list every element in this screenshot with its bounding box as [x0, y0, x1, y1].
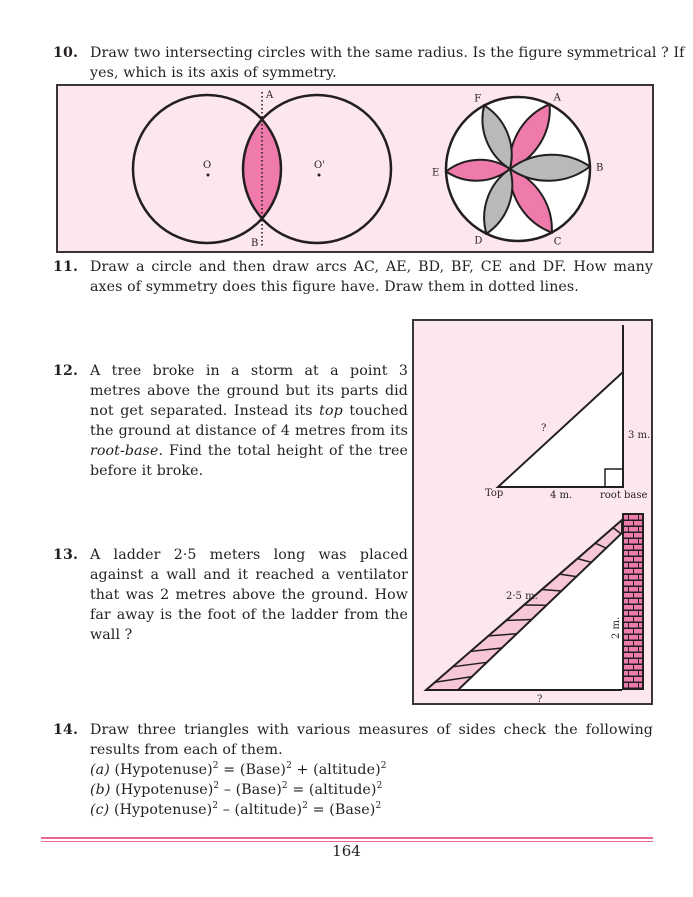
brick	[639, 611, 642, 616]
brick	[624, 557, 633, 562]
brick	[624, 617, 633, 622]
brick	[624, 653, 633, 658]
brick	[629, 551, 638, 556]
brick	[629, 635, 638, 640]
brick	[629, 671, 638, 676]
brick	[639, 539, 642, 544]
question-text: A tree broke in a storm at a point 3 metres above the ground but its parts did not get separated. Instead its top touched the ground at distance of 4 metres from its root-base. Find the total height of the tree before it broke.	[90, 363, 408, 479]
label-point-c: C	[553, 236, 562, 248]
brick	[624, 533, 633, 538]
label-hypotenuse: ?	[541, 423, 547, 434]
formula-item: (a) (Hypotenuse)$^2$ = (Base)$^2$ + (altitude)$^2$	[90, 761, 387, 778]
brick	[624, 569, 633, 574]
label-point-a: A	[553, 92, 561, 104]
brick	[629, 527, 638, 532]
brick	[629, 623, 638, 628]
question-text: A ladder 2·5 meters long was placed against a wall and it reached a ventilator that was 2 metres above the ground. How far away is the foot of the ladder from the wall ?	[90, 547, 408, 643]
brick	[634, 641, 642, 646]
brick	[624, 671, 628, 676]
label-base: 4 m.	[550, 490, 573, 501]
brick	[639, 623, 642, 628]
brick	[624, 665, 633, 670]
formula-item: (b) (Hypotenuse)$^2$ – (Base)$^2$ = (altitude)$^2$	[90, 781, 383, 798]
question-text: Draw three triangles with various measures of sides check the following results from each of them. (a) (Hypotenuse)$^2$ = (Base)$^2$ + (altitude)$^2$ (b) (Hypotenuse)$^2$ – (Base)$^2$ = (altitude)$^2$ (c) (Hypotenuse)$^2$ – (altitude)$^2$ = (Base)$^2$	[90, 722, 653, 818]
brick	[624, 683, 628, 688]
brick	[639, 563, 642, 568]
brick	[624, 623, 628, 628]
figure-symmetry	[56, 84, 654, 253]
brick	[639, 515, 642, 520]
label-a: A	[266, 90, 274, 101]
question-number: 12.	[53, 363, 78, 379]
brick	[639, 659, 642, 664]
flower-figure	[432, 92, 603, 247]
label-o-prime: O'	[314, 160, 325, 171]
brick	[624, 527, 628, 532]
brick	[634, 677, 642, 682]
formula-label: (b)	[90, 782, 116, 798]
brick	[629, 659, 638, 664]
label-b: B	[251, 238, 259, 249]
brick	[634, 665, 642, 670]
brick	[624, 659, 628, 664]
brick	[629, 539, 638, 544]
brick	[634, 521, 642, 526]
brick	[639, 683, 642, 688]
label-root-base: root base	[600, 490, 648, 501]
brick	[634, 557, 642, 562]
label-point-f: F	[474, 93, 482, 105]
formula-label: (a)	[90, 762, 115, 778]
question-number: 10.	[53, 45, 78, 61]
label-top: Top	[485, 488, 504, 499]
label-point-e: E	[432, 167, 440, 179]
brick	[624, 593, 633, 598]
brick	[639, 527, 642, 532]
brick	[629, 563, 638, 568]
brick	[629, 515, 638, 520]
brick	[634, 653, 642, 658]
brick	[624, 539, 628, 544]
brick	[634, 533, 642, 538]
brick	[634, 593, 642, 598]
formula-list	[90, 760, 653, 820]
brick	[629, 611, 638, 616]
brick	[639, 587, 642, 592]
figure-tree-ladder	[412, 319, 653, 705]
ladder-rung	[506, 619, 531, 620]
formula-label: (c)	[90, 802, 114, 818]
brick	[634, 617, 642, 622]
question-text: Draw two intersecting circles with the same radius. Is the figure symmetrical ? If yes, which is its axis of symmetry.	[90, 45, 685, 81]
brick	[624, 629, 633, 634]
formula-item: (c) (Hypotenuse)$^2$ – (altitude)$^2$ = (Base)$^2$	[90, 801, 382, 818]
brick	[639, 671, 642, 676]
brick	[624, 563, 628, 568]
question-number: 14.	[53, 722, 78, 738]
brick	[624, 599, 628, 604]
brick	[624, 611, 628, 616]
brick	[624, 545, 633, 550]
footer-rule-top	[41, 837, 653, 839]
brick	[634, 629, 642, 634]
brick	[624, 605, 633, 610]
brick	[634, 605, 642, 610]
brick	[629, 647, 638, 652]
brick-wall	[622, 513, 644, 690]
question-number: 13.	[53, 547, 78, 563]
brick	[629, 599, 638, 604]
brick	[624, 581, 633, 586]
brick	[639, 575, 642, 580]
label-ladder-length: 2·5 m.	[506, 591, 538, 602]
brick	[639, 635, 642, 640]
brick	[624, 551, 628, 556]
brick	[624, 575, 628, 580]
brick	[639, 551, 642, 556]
brick	[634, 545, 642, 550]
label-wall-height: 2 m.	[611, 616, 622, 639]
label-o: O	[203, 160, 212, 171]
brick	[629, 575, 638, 580]
brick	[634, 569, 642, 574]
label-point-b: B	[595, 162, 604, 174]
question-number: 11.	[53, 259, 78, 275]
brick	[624, 515, 628, 520]
brick	[639, 599, 642, 604]
brick	[629, 587, 638, 592]
brick	[624, 635, 628, 640]
tree-ladder-diagram	[414, 321, 651, 703]
brick	[624, 647, 628, 652]
brick	[624, 641, 633, 646]
brick	[629, 683, 638, 688]
question-text: Draw a circle and then draw arcs AC, AE, BD, BF, CE and DF. How many axes of symmetry does this figure have. Draw them in dotted lines.	[90, 259, 653, 295]
label-height: 3 m.	[628, 430, 651, 441]
symmetry-diagram	[58, 86, 652, 251]
brick	[634, 581, 642, 586]
label-point-d: D	[474, 235, 483, 247]
label-ladder-base: ?	[537, 694, 543, 703]
brick	[624, 521, 633, 526]
page-number: 164	[332, 842, 361, 860]
brick	[624, 677, 633, 682]
brick	[624, 587, 628, 592]
brick	[639, 647, 642, 652]
